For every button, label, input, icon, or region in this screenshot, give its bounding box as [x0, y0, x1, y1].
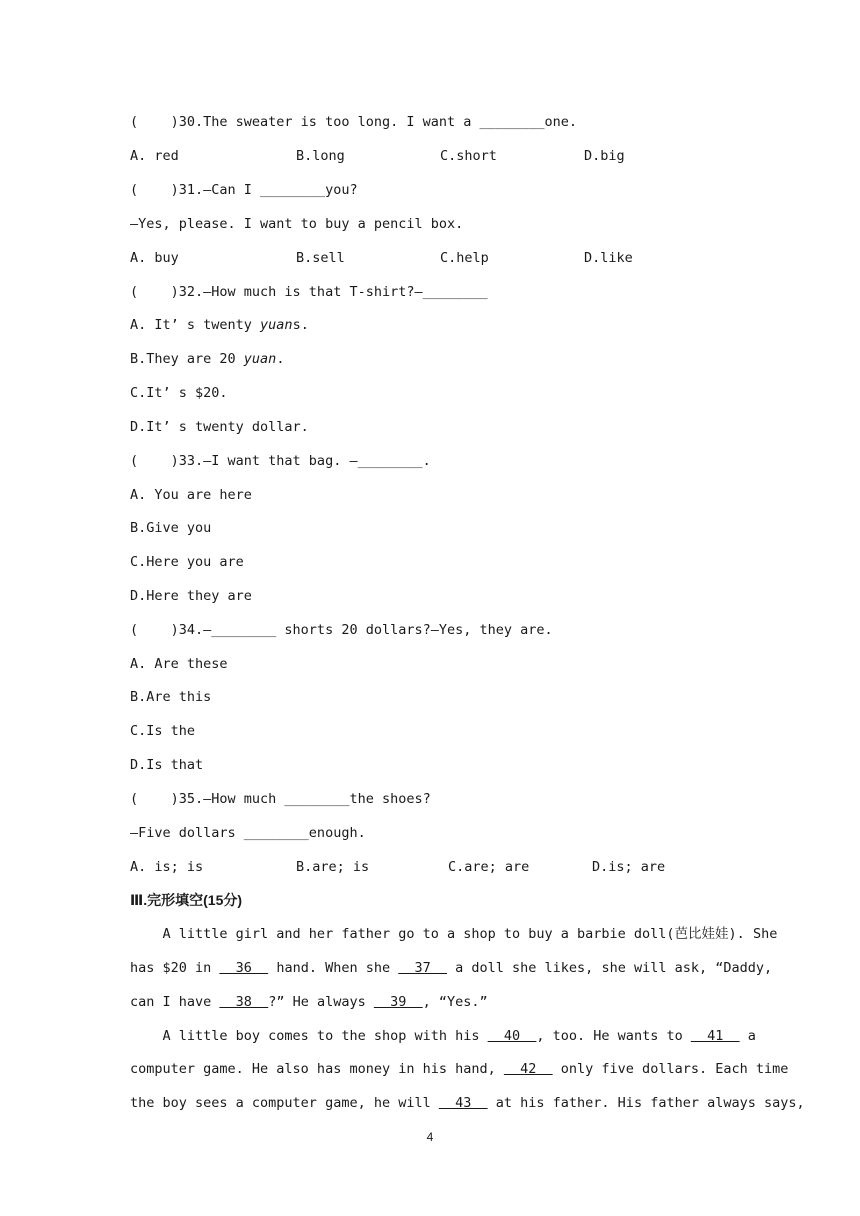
passage-line	[130, 1059, 789, 1079]
option-text: .	[276, 351, 285, 367]
passage-text: , too. He wants to	[536, 1028, 691, 1044]
question-32-option-d: D.It’ s twenty dollar.	[130, 419, 309, 435]
blank-40: 40	[487, 1028, 537, 1044]
question-32-option-a	[130, 315, 740, 335]
question-34-option-c: C.Is the	[130, 723, 196, 739]
question-33-option-d: D.Here they are	[130, 588, 252, 604]
question-32-stem: ( )32.—How much is that T-shirt?—________	[130, 284, 488, 300]
question-34-option-d: D.Is that	[130, 757, 204, 773]
question-35-response: —Five dollars ________enough.	[130, 825, 366, 841]
passage-line	[130, 1026, 756, 1046]
passage-text: at his father. His father always says,	[487, 1095, 805, 1111]
passage-text: has $20 in	[130, 960, 220, 976]
passage-line	[130, 992, 740, 1012]
option-a: A. red	[130, 148, 179, 164]
passage-line	[130, 1093, 805, 1113]
option-text: s.	[292, 317, 309, 333]
blank-36: 36	[219, 960, 269, 976]
question-33-option-a: A. You are here	[130, 487, 252, 503]
passage-text: a doll she likes, she will ask, “Daddy,	[447, 960, 773, 976]
passage-text: , “Yes.”	[422, 994, 488, 1010]
option-c: C.help	[440, 250, 489, 266]
question-35-stem: ( )35.—How much ________the shoes?	[130, 791, 431, 807]
blank-41: 41	[690, 1028, 740, 1044]
blank-39: 39	[373, 994, 423, 1010]
question-33-option-c: C.Here you are	[130, 554, 244, 570]
option-italic-text: yuan	[260, 317, 293, 333]
question-34-option-a: A. Are these	[130, 656, 228, 672]
option-a: A. is; is	[130, 859, 204, 875]
passage-text: A little boy comes to the shop with his	[130, 1028, 488, 1044]
passage-text: a	[739, 1028, 756, 1044]
option-b: B.sell	[296, 250, 345, 266]
section-heading: Ⅲ.完形填空(15分)	[130, 892, 243, 908]
passage-text: the boy sees a computer game, he will	[130, 1095, 439, 1111]
passage-text: can I have	[130, 994, 220, 1010]
passage-line	[130, 958, 773, 978]
blank-38: 38	[219, 994, 269, 1010]
question-31-response: —Yes, please. I want to buy a pencil box.	[130, 216, 464, 232]
option-b: B.are; is	[296, 859, 370, 875]
question-34-option-b: B.Are this	[130, 689, 212, 705]
passage-text: hand. When she	[268, 960, 399, 976]
option-c: C.are; are	[448, 859, 530, 875]
option-d: D.like	[584, 250, 633, 266]
option-d: D.is; are	[592, 859, 666, 875]
option-c: C.short	[440, 148, 497, 164]
passage-text: ?” He always	[268, 994, 374, 1010]
passage-text: computer game. He also has money in his hand,	[130, 1061, 504, 1077]
question-33-option-b: B.Give you	[130, 520, 212, 536]
question-32-option-b	[130, 349, 740, 369]
question-30-stem: ( )30.The sweater is too long. I want a ________one.	[130, 114, 578, 130]
option-a: A. buy	[130, 250, 179, 266]
option-text: B.They are 20	[130, 351, 244, 367]
option-b: B.long	[296, 148, 345, 164]
blank-42: 42	[503, 1061, 553, 1077]
question-31-stem: ( )31.—Can I ________you?	[130, 182, 358, 198]
question-32-option-c: C.It’ s $20.	[130, 385, 228, 401]
option-d: D.big	[584, 148, 625, 164]
blank-43: 43	[438, 1095, 488, 1111]
passage-text: only five dollars. Each time	[552, 1061, 789, 1077]
passage-line: A little girl and her father go to a shop to buy a barbie doll(芭比娃娃). She	[130, 926, 778, 942]
option-italic-text: yuan	[243, 351, 277, 367]
page-number: 4	[426, 1130, 434, 1144]
question-33-stem: ( )33.—I want that bag. —________.	[130, 453, 431, 469]
blank-37: 37	[398, 960, 448, 976]
question-34-stem: ( )34.—________ shorts 20 dollars?—Yes, they are.	[130, 622, 553, 638]
option-text: A. It’ s twenty	[130, 317, 261, 333]
